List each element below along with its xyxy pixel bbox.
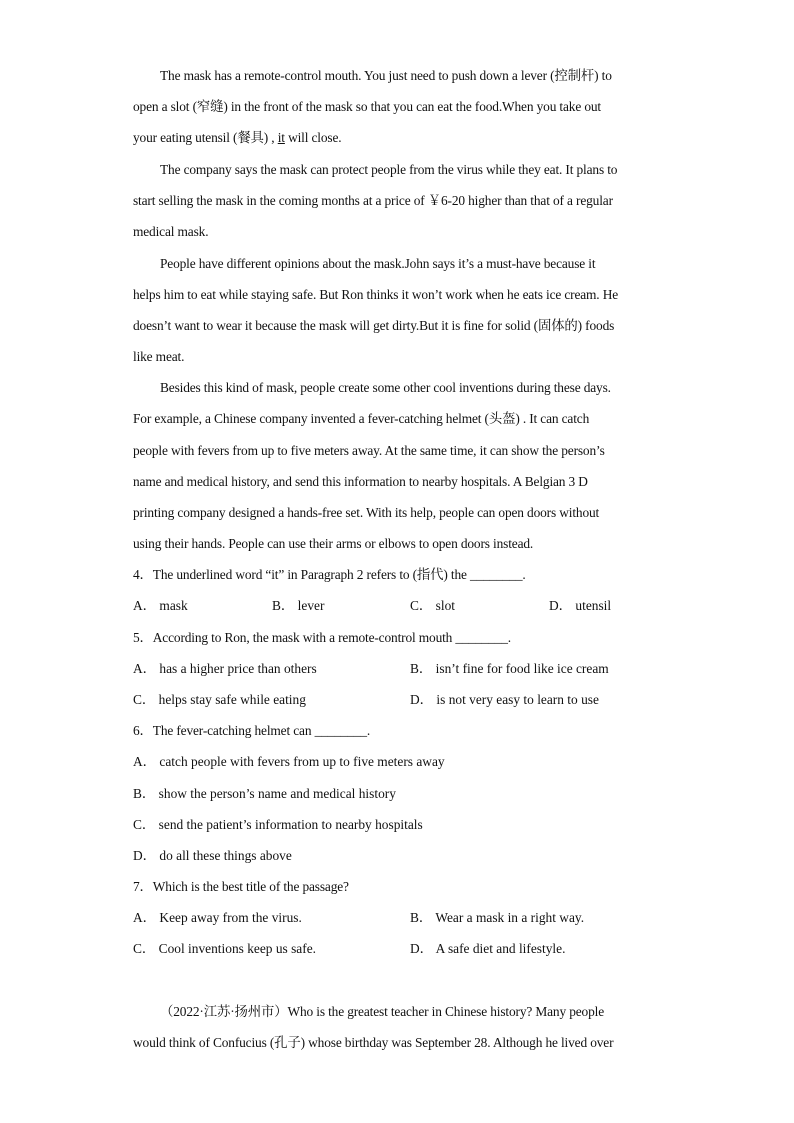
passage-line: Besides this kind of mask, people create some other cool inventions during these days. (160, 380, 611, 395)
passage-text: your eating utensil (餐具) , (133, 130, 278, 145)
option-b[interactable]: B． Wear a mask in a right way. (410, 910, 585, 925)
passage-text: will close. (284, 130, 342, 145)
passage-line: The mask has a remote-control mouth. You just need to push down a lever (控制杆) to (160, 68, 612, 83)
passage-line: medical mask. (133, 224, 209, 239)
passage-line: People have different opinions about the mask.John says it’s a must-have because it (160, 256, 596, 271)
question-stem: 7．Which is the best title of the passage? (133, 879, 349, 894)
option-d[interactable]: D． do all these things above (133, 848, 292, 863)
question-stem: 5．According to Ron, the mask with a remote-control mouth ________. (133, 630, 511, 645)
passage-line: The company says the mask can protect people from the virus while they eat. It plans to (160, 162, 618, 177)
next-passage-line: would think of Confucius (孔子) whose birthday was September 28. Although he lived over (133, 1035, 614, 1050)
option-b[interactable]: B． show the person’s name and medical history (133, 786, 396, 801)
option-a[interactable]: A． mask (133, 598, 188, 613)
option-b[interactable]: B． isn’t fine for food like ice cream (410, 661, 609, 676)
passage-line: doesn’t want to wear it because the mask will get dirty.But it is fine for solid (固体的) foods (133, 318, 615, 333)
question-stem: 4．The underlined word “it” in Paragraph 2 refers to (指代) the ________. (133, 567, 526, 582)
passage-line: using their hands. People can use their arms or elbows to open doors instead. (133, 536, 534, 551)
next-passage-line: （2022·江苏·扬州市）Who is the greatest teacher in Chinese history? Many people (160, 1004, 604, 1019)
option-c[interactable]: C． slot (410, 598, 456, 613)
question-stem: 6．The fever-catching helmet can ________. (133, 723, 371, 738)
passage-line: name and medical history, and send this information to nearby hospitals. A Belgian 3 D (133, 474, 588, 489)
passage-line: start selling the mask in the coming months at a price of ￥6-20 higher than that of a regular (133, 193, 613, 208)
option-a[interactable]: A． catch people with fevers from up to five meters away (133, 754, 445, 769)
option-c[interactable]: C． Cool inventions keep us safe. (133, 941, 316, 956)
option-d[interactable]: D． utensil (549, 598, 612, 613)
passage-line: like meat. (133, 349, 185, 364)
option-b[interactable]: B． lever (272, 598, 325, 613)
option-c[interactable]: C． helps stay safe while eating (133, 692, 306, 707)
passage-line: people with fevers from up to five meters away. At the same time, it can show the person’s (133, 443, 605, 458)
option-d[interactable]: D． A safe diet and lifestyle. (410, 941, 566, 956)
underlined-word: it (277, 130, 285, 145)
option-a[interactable]: A． has a higher price than others (133, 661, 317, 676)
option-c[interactable]: C． send the patient’s information to nearby hospitals (133, 817, 423, 832)
option-d[interactable]: D． is not very easy to learn to use (410, 692, 599, 707)
passage-line: helps him to eat while staying safe. But Ron thinks it won’t work when he eats ice cream. He (133, 287, 619, 302)
passage-line: open a slot (窄缝) in the front of the mask so that you can eat the food.When you take out (133, 99, 601, 114)
option-a[interactable]: A． Keep away from the virus. (133, 910, 302, 925)
passage-line (133, 130, 663, 146)
passage-line: For example, a Chinese company invented a fever-catching helmet (头盔) . It can catch (133, 411, 590, 426)
passage-line: printing company designed a hands-free set. With its help, people can open doors without (133, 505, 600, 520)
